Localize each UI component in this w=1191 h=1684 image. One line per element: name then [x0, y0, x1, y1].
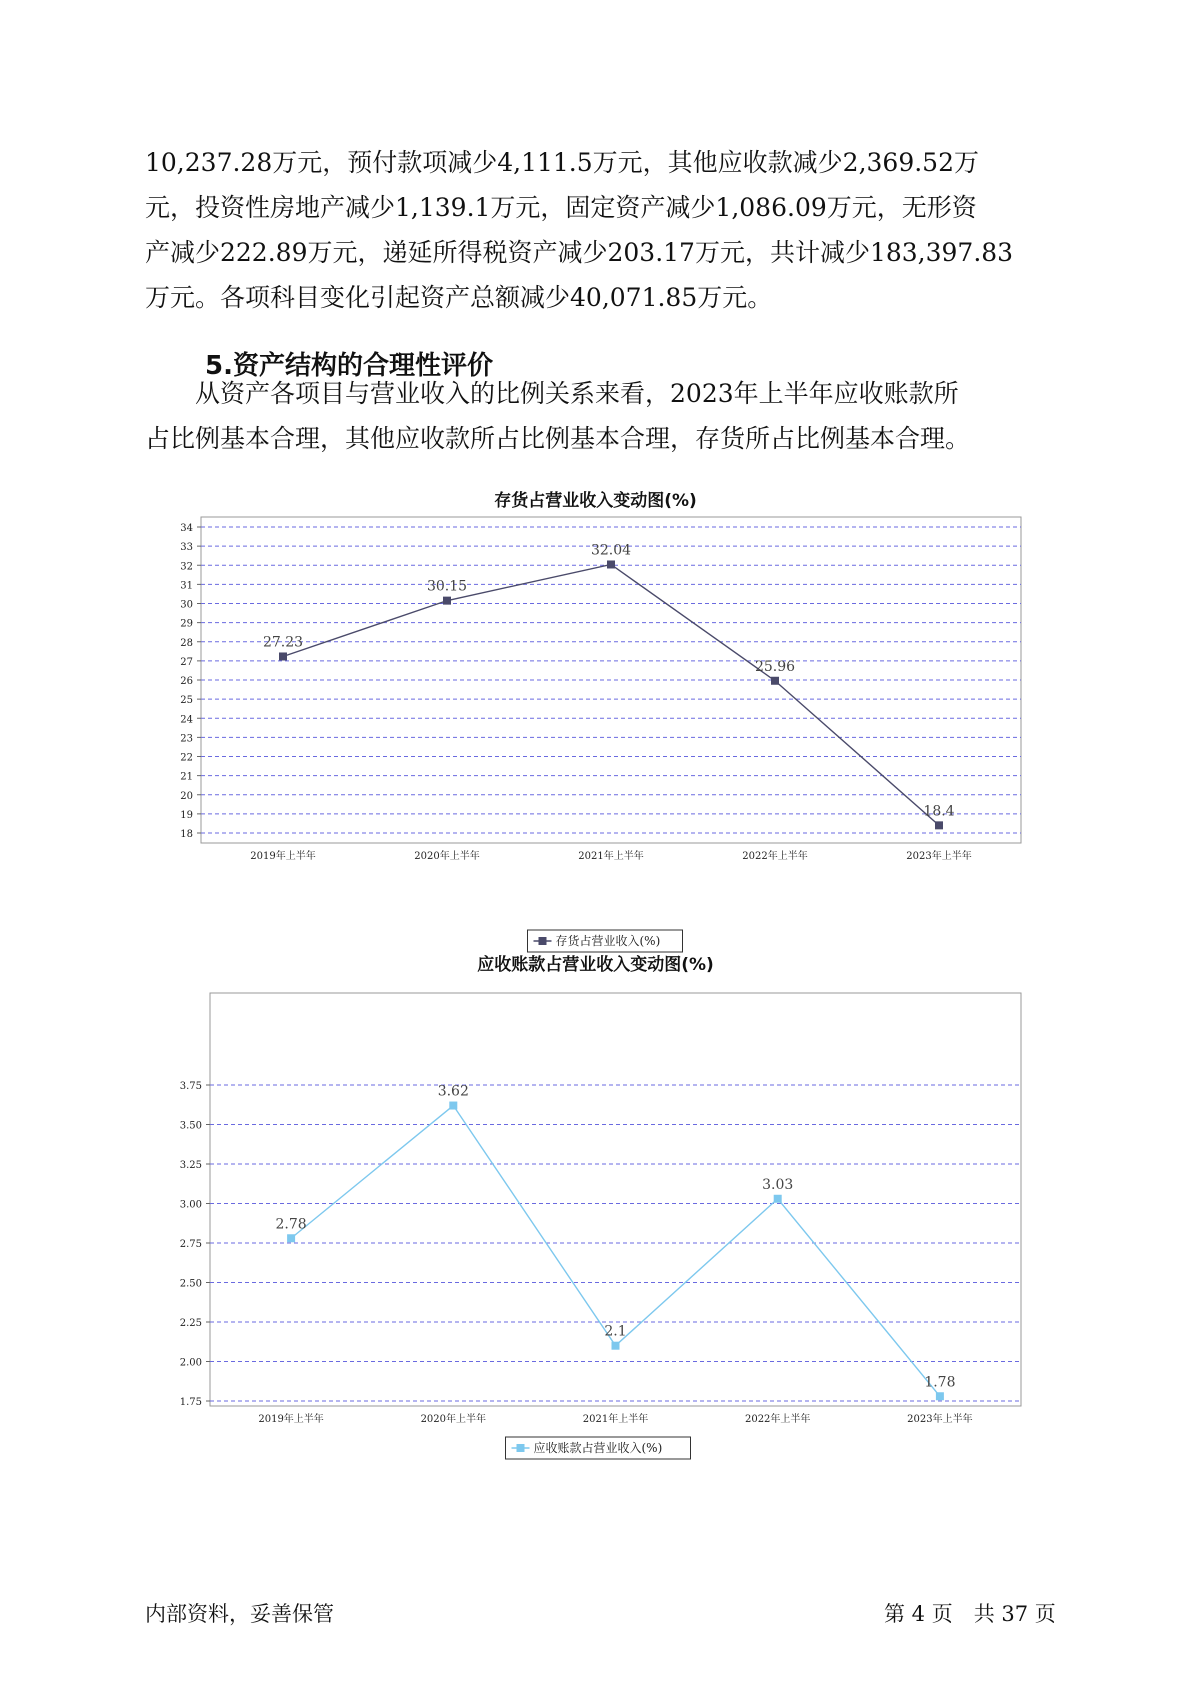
y-tick-label: 27 — [180, 656, 193, 668]
legend — [506, 1437, 691, 1459]
body-paragraph-2 — [145, 371, 1045, 461]
section-heading: 5.资产结构的合理性评价 — [205, 351, 493, 381]
data-point — [443, 597, 451, 605]
para-line: 10,237.28万元，预付款项减少4,111.5万元，其他应收款减少2,369.52万 — [145, 148, 979, 177]
y-tick-label: 25 — [180, 695, 193, 707]
x-tick-label: 2020年上半年 — [420, 1414, 487, 1425]
data-label: 18.4 — [923, 803, 955, 820]
x-tick-label: 2022年上半年 — [744, 1414, 811, 1425]
body-paragraph-1 — [145, 140, 1045, 320]
y-tick-label: 32 — [180, 561, 193, 573]
y-tick-label: 2.25 — [179, 1318, 202, 1329]
data-label: 1.78 — [924, 1374, 956, 1391]
para-line: 产减少222.89万元，递延所得税资产减少203.17万元，共计减少183,397.83 — [145, 238, 1014, 267]
x-tick-label: 2019年上半年 — [250, 851, 316, 862]
y-tick-label: 23 — [180, 733, 193, 745]
receivables-ratio-chart — [0, 975, 1191, 1475]
data-label: 27.23 — [262, 634, 304, 651]
y-tick-label: 24 — [180, 714, 193, 726]
y-tick-label: 3.00 — [179, 1199, 202, 1211]
y-tick-label: 18 — [180, 829, 193, 840]
data-point — [279, 652, 287, 660]
y-tick-label: 22 — [180, 752, 193, 764]
data-label: 30.15 — [426, 578, 468, 595]
data-point — [612, 1342, 620, 1350]
legend — [528, 930, 683, 952]
x-tick-label: 2023年上半年 — [907, 1414, 973, 1425]
y-tick-label: 33 — [180, 542, 193, 554]
x-tick-label: 2021年上半年 — [578, 851, 644, 862]
x-tick-label: 2020年上半年 — [414, 851, 480, 862]
y-tick-label: 29 — [180, 618, 193, 630]
y-tick-label: 3.25 — [179, 1160, 202, 1171]
y-tick-label: 1.75 — [179, 1397, 202, 1408]
y-tick-label: 20 — [180, 790, 193, 802]
data-point — [287, 1234, 295, 1242]
data-label: 25.96 — [754, 658, 796, 675]
para-line: 占比例基本合理，其他应收款所占比例基本合理，存货所占比例基本合理。 — [145, 424, 971, 453]
footer-note: 内部资料，妥善保管 — [145, 1602, 334, 1626]
data-point — [774, 1195, 782, 1203]
data-point — [771, 677, 779, 685]
legend-label: 存货占营业收入(%) — [555, 934, 661, 948]
legend-marker — [539, 937, 547, 945]
y-tick-label: 3.50 — [179, 1120, 202, 1132]
y-tick-label: 26 — [180, 676, 193, 687]
inventory-ratio-chart — [0, 505, 1191, 965]
y-tick-label: 19 — [180, 809, 193, 821]
y-tick-label: 30 — [180, 599, 193, 611]
data-point — [607, 560, 615, 568]
x-tick-label: 2021年上半年 — [582, 1414, 649, 1425]
page-number: 第 4 页 共 37 页 — [884, 1602, 1056, 1626]
data-point — [936, 1392, 944, 1400]
para-line: 万元。各项科目变化引起资产总额减少40,071.85万元。 — [145, 283, 773, 312]
x-tick-label: 2023年上半年 — [906, 851, 972, 862]
para-line: 元，投资性房地产减少1,139.1万元，固定资产减少1,086.09万元，无形资 — [145, 193, 977, 222]
data-point — [449, 1102, 457, 1110]
chart1-title: 存货占营业收入变动图(%) — [494, 491, 697, 511]
y-tick-label: 2.00 — [179, 1357, 202, 1369]
data-label: 2.78 — [275, 1216, 307, 1233]
chart2-title: 应收账款占营业收入变动图(%) — [477, 955, 714, 975]
y-tick-label: 34 — [180, 523, 193, 534]
data-point — [935, 821, 943, 829]
y-tick-label: 28 — [180, 637, 193, 649]
y-tick-label: 3.75 — [179, 1081, 202, 1092]
data-label: 2.1 — [604, 1323, 627, 1340]
y-tick-label: 2.75 — [179, 1239, 202, 1250]
y-tick-label: 31 — [180, 580, 193, 592]
x-tick-label: 2019年上半年 — [258, 1414, 324, 1425]
y-tick-label: 2.50 — [179, 1278, 202, 1290]
y-tick-label: 21 — [180, 771, 193, 783]
para-line: 从资产各项目与营业收入的比例关系来看，2023年上半年应收账款所 — [195, 379, 959, 408]
legend-marker — [517, 1444, 525, 1452]
data-label: 3.62 — [437, 1083, 469, 1100]
x-tick-label: 2022年上半年 — [742, 851, 808, 862]
data-label: 3.03 — [762, 1176, 794, 1193]
data-label: 32.04 — [590, 542, 632, 559]
legend-label: 应收账款占营业收入(%) — [533, 1441, 663, 1455]
